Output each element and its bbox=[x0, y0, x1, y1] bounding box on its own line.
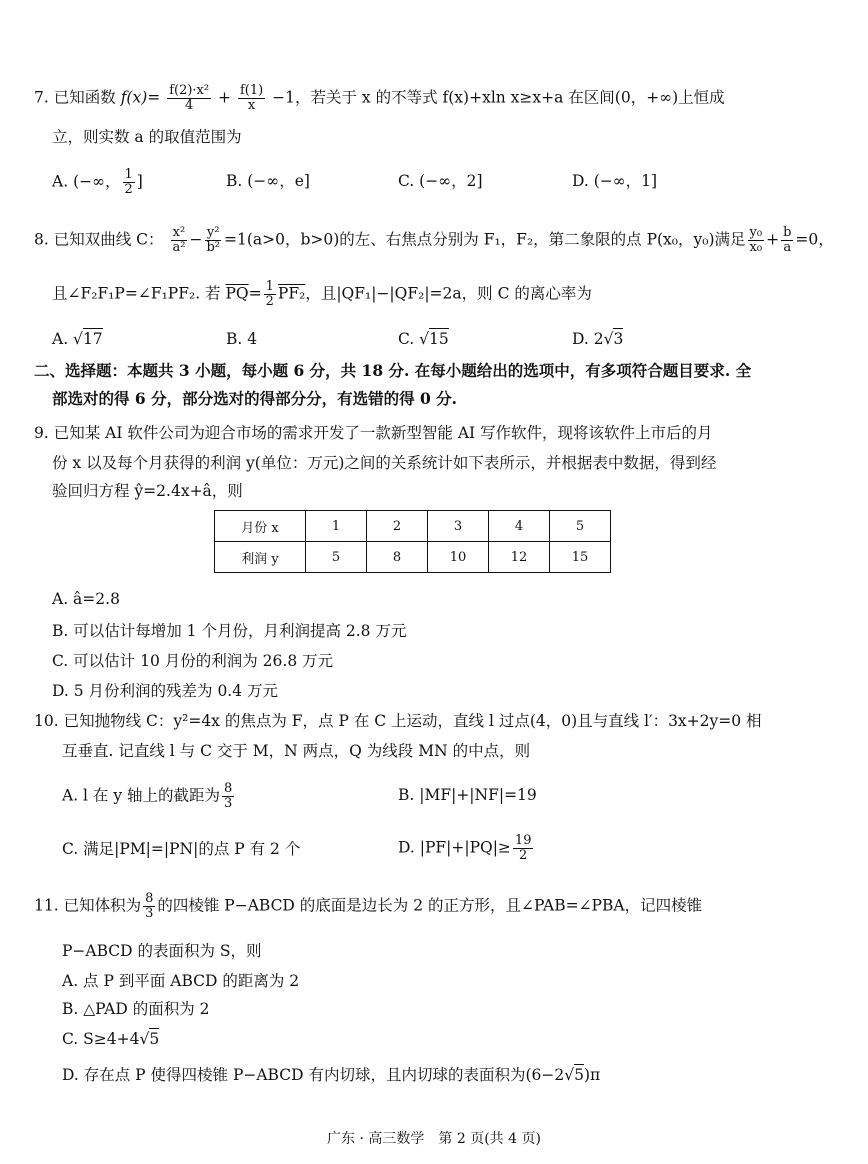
table-row: 月份 x 1 2 3 4 5 bbox=[215, 511, 611, 542]
q8-option-a: A. √17 bbox=[52, 330, 103, 348]
q10-line1: 10. 已知抛物线 C：y²=4x 的焦点为 F，点 P 在 C 上运动，直线 l 过点(4，0)且与直线 l′：3x+2y=0 相 bbox=[34, 712, 762, 730]
q11-option-b: B. △PAD 的面积为 2 bbox=[62, 1000, 210, 1018]
q11-option-a: A. 点 P 到平面 ABCD 的距离为 2 bbox=[62, 972, 300, 990]
q10-option-c: C. 满足|PM|=|PN|的点 P 有 2 个 bbox=[62, 840, 301, 858]
page-footer: 广东 · 高三数学 第 2 页(共 4 页) bbox=[327, 1131, 541, 1147]
q9-option-d: D. 5 月份利润的残差为 0.4 万元 bbox=[52, 682, 279, 700]
q7-option-c: C. (−∞，2] bbox=[398, 172, 483, 190]
q8-option-d: D. 2√3 bbox=[572, 330, 624, 348]
q11-option-c: C. S≥4+4√5 bbox=[62, 1030, 160, 1048]
section2-heading-line2: 部选对的得 6 分，部分选对的得部分分，有选错的得 0 分. bbox=[52, 389, 458, 408]
q7-frac1: $\frac{\text{f(2)·x²}}{4}$ bbox=[169, 83, 210, 113]
q9-option-a: A. â=2.8 bbox=[52, 590, 120, 608]
q8-line2: 且∠F₂F₁P=∠F₁PF₂. 若 $\overline{PQ}=$ $\frac{1}{2}$ PF₂，且|QF₁|−|QF₂|=2a，则 C 的离心率为 bbox=[52, 279, 592, 309]
q8-line1: 8. 已知双曲线 C： $\frac{\text{x²}}{\text{a²}}$ − $\frac{\text{y²}}{\text{b²}}$ =1(a>0，b>0)的左、右焦点分别为 F₁，F₂，第二象限的点 P(x₀，y₀)满足 $\frac{\text{y₀}}{\text{x₀}}$ + $\frac{b}{a}$ =0， bbox=[34, 225, 834, 255]
q7-frac2: $\frac{f(1)}{x}$ bbox=[239, 83, 264, 113]
q11-line2: P−ABCD 的表面积为 S，则 bbox=[62, 942, 262, 960]
q10-option-a: A. l 在 y 轴上的截距为 $\frac{8}{3}$ bbox=[62, 781, 233, 811]
q7-option-a: A. (−∞， $\frac{1}{2}$ ] bbox=[52, 167, 143, 197]
section2-heading-line1: 二、选择题：本题共 3 小题，每小题 6 分，共 18 分. 在每小题给出的选项中，有多项符合题目要求. 全 bbox=[34, 361, 752, 380]
q7-option-b: B. (−∞，e] bbox=[226, 172, 310, 190]
q9-option-b: B. 可以估计每增加 1 个月份，月利润提高 2.8 万元 bbox=[52, 622, 407, 640]
q11-line1: 11. 已知体积为 $\frac{8}{3}$ 的四棱锥 P−ABCD 的底面是边长为 2 的正方形，且∠PAB=∠PBA，记四棱锥 bbox=[34, 891, 703, 921]
q8-option-c: C. √15 bbox=[398, 330, 449, 348]
q9-line2: 份 x 以及每个月获得的利润 y(单位：万元)之间的关系统计如下表所示，并根据表中数据，得到经 bbox=[52, 454, 717, 472]
q10-line2: 互垂直. 记直线 l 与 C 交于 M，N 两点，Q 为线段 MN 的中点，则 bbox=[62, 742, 531, 760]
q9-data-table bbox=[214, 510, 611, 573]
q9-line3: 验回归方程 ŷ=2.4x+â，则 bbox=[52, 482, 243, 500]
q11-option-d: D. 存在点 P 使得四棱锥 P−ABCD 有内切球，且内切球的表面积为(6−2√5)π bbox=[62, 1066, 601, 1084]
q7-line2: 立，则实数 a 的取值范围为 bbox=[52, 128, 242, 146]
table-row: 利润 y 5 8 10 12 15 bbox=[215, 542, 611, 573]
q10-option-b: B. |MF|+|NF|=19 bbox=[398, 786, 537, 804]
q7-option-d: D. (−∞，1] bbox=[572, 172, 658, 190]
q9-line1: 9. 已知某 AI 软件公司为迎合市场的需求开发了一款新型智能 AI 写作软件，现将该软件上市后的月 bbox=[34, 424, 713, 442]
q7-line1: 7. 已知函数 f(x)= $\frac{\text{f(2)·x²}}{4}$ + $\frac{f(1)}{x}$ −1，若关于 x 的不等式 f(x)+xln x≥x+a 在区间(0，+∞)上恒成 bbox=[34, 83, 725, 113]
q9-option-c: C. 可以估计 10 月份的利润为 26.8 万元 bbox=[52, 652, 334, 670]
q10-option-d: D. |PF|+|PQ|≥ $\frac{19}{2}$ bbox=[398, 833, 532, 863]
q8-option-b: B. 4 bbox=[226, 330, 258, 348]
